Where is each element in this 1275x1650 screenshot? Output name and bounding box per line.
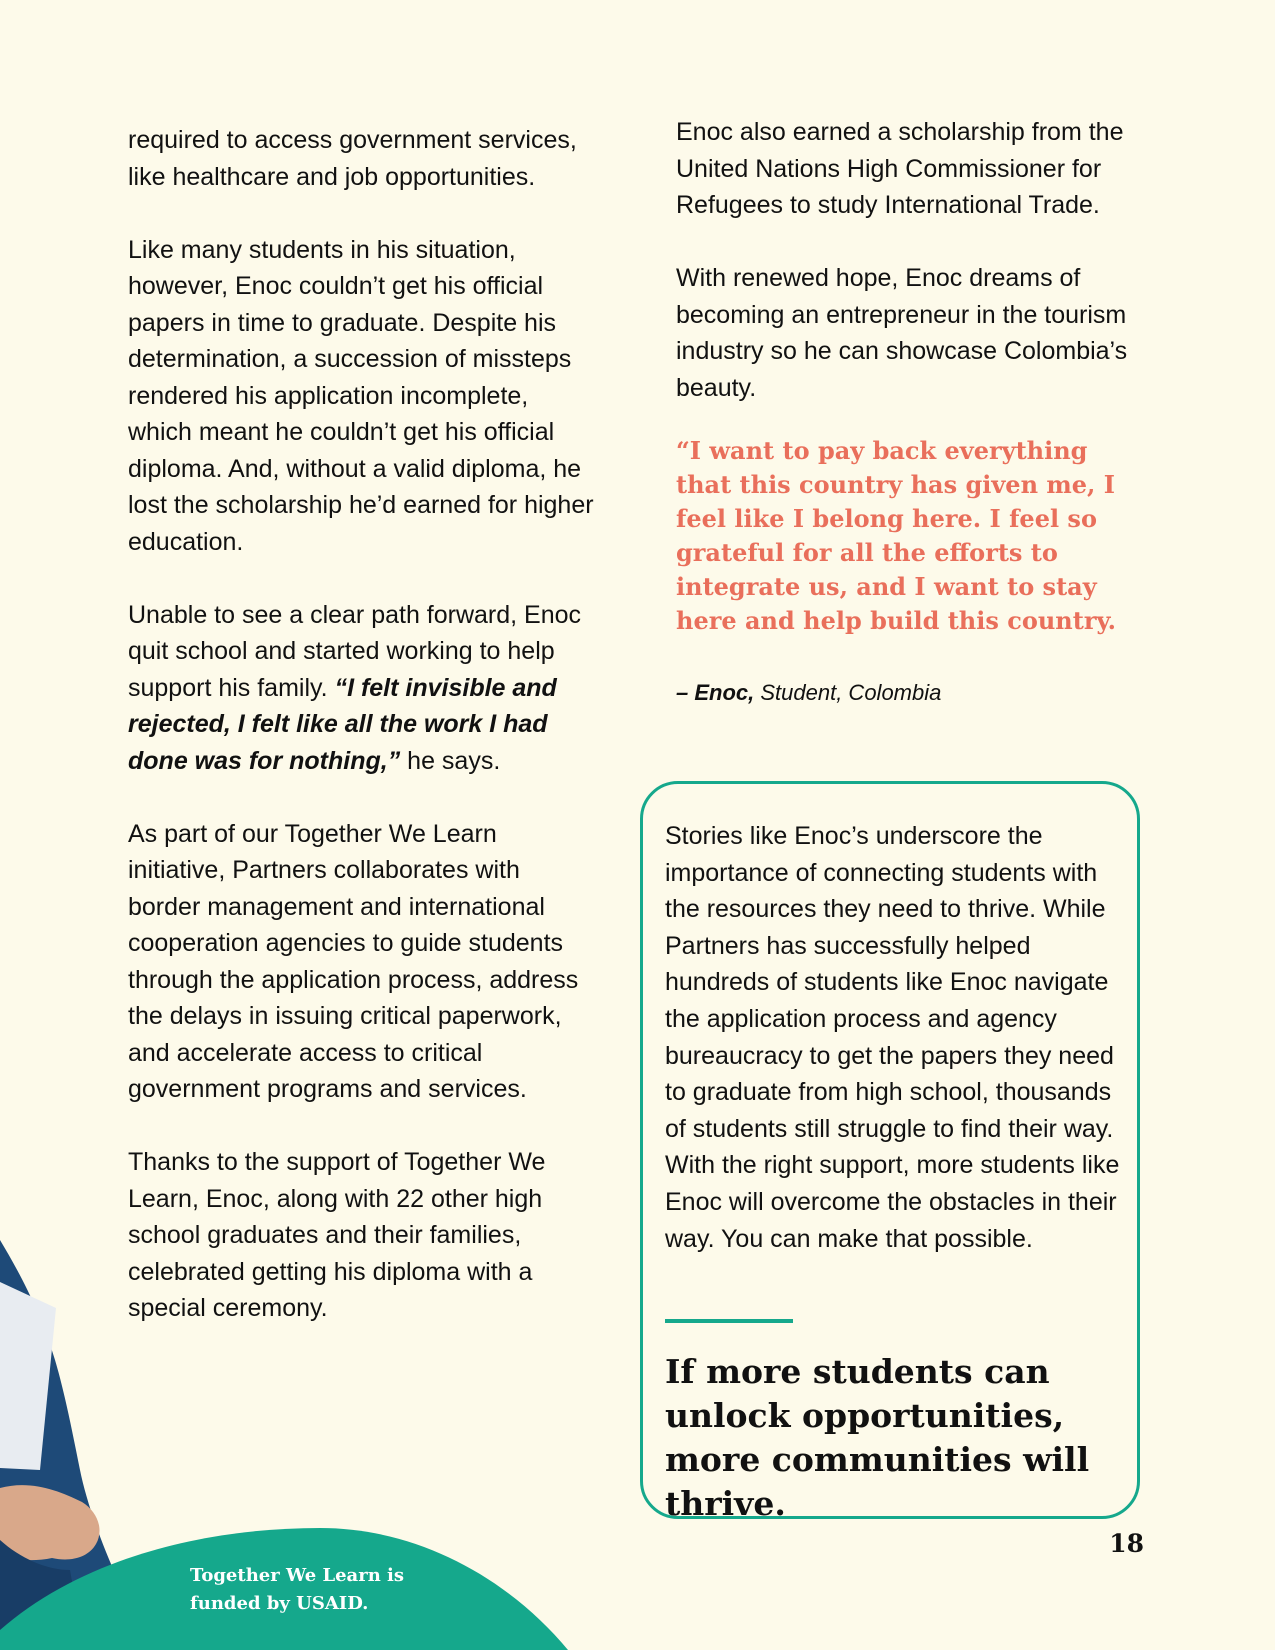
right-column bbox=[676, 114, 1146, 748]
callout-divider bbox=[665, 1319, 793, 1323]
body-paragraph: Like many students in his situation, however, Enoc couldn’t get his official papers in time to graduate. Despite his determination, a succession of missteps rendered his application incomplete, which meant he couldn’t get his official diploma. And, without a valid diploma, he lost the scholarship he’d earned for higher education. bbox=[128, 235, 594, 556]
body-paragraph: Thanks to the support of Together We Learn, Enoc, along with 22 other high school graduates and their families, celebrated getting his diploma with a special ceremony. bbox=[128, 1148, 546, 1322]
paragraph-text: he says. bbox=[400, 746, 501, 775]
funding-note: Together We Learn is funded by USAID. bbox=[190, 1565, 405, 1614]
pull-quote: “I want to pay back everything that this country has given me, I feel like I belong here. I feel so grateful for all the efforts to integrate us, and I want to stay here and help build this country. bbox=[676, 436, 1117, 635]
body-paragraph: As part of our Together We Learn initiative, Partners collaborates with border management and international cooperation agencies to guide students through the application process, address the delays in issuing critical paperwork, and accelerate access to critical government programs and services. bbox=[128, 819, 579, 1103]
paragraph-text: Unable to see a clear path forward, Enoc quit school and started working to help support his family. bbox=[128, 600, 582, 702]
callout-body: Stories like Enoc’s underscore the importance of connecting students with the resources they need to thrive. While Partners has successfully helped hundreds of students like Enoc navigate the application process and agency bureaucracy to get the papers they need to graduate from high school, thousands of students still struggle to find their way. With the right support, more students like Enoc will overcome the obstacles in their way. You can make that possible. bbox=[665, 822, 1120, 1253]
body-paragraph: required to access government services, like healthcare and job opportunities. bbox=[128, 126, 577, 191]
body-paragraph bbox=[128, 597, 598, 780]
inline-quote: “I felt invisible and rejected, I felt like all the work I had done was for nothing,” bbox=[128, 673, 557, 775]
body-paragraph: Enoc also earned a scholarship from the United Nations High Commissioner for Refugees to study International Trade. bbox=[676, 118, 1124, 219]
callout-headline: If more students can unlock opportunities, more communities will thrive. bbox=[665, 1352, 1090, 1523]
body-paragraph: With renewed hope, Enoc dreams of becoming an entrepreneur in the tourism industry so he can showcase Colombia’s beauty. bbox=[676, 264, 1128, 402]
attribution-role: Student, Colombia bbox=[754, 679, 942, 705]
quote-attribution bbox=[676, 675, 1146, 712]
left-column bbox=[128, 122, 598, 1363]
page-number: 18 bbox=[1109, 1529, 1144, 1558]
attribution-name: – Enoc, bbox=[676, 679, 755, 705]
callout-box bbox=[640, 781, 1140, 1523]
